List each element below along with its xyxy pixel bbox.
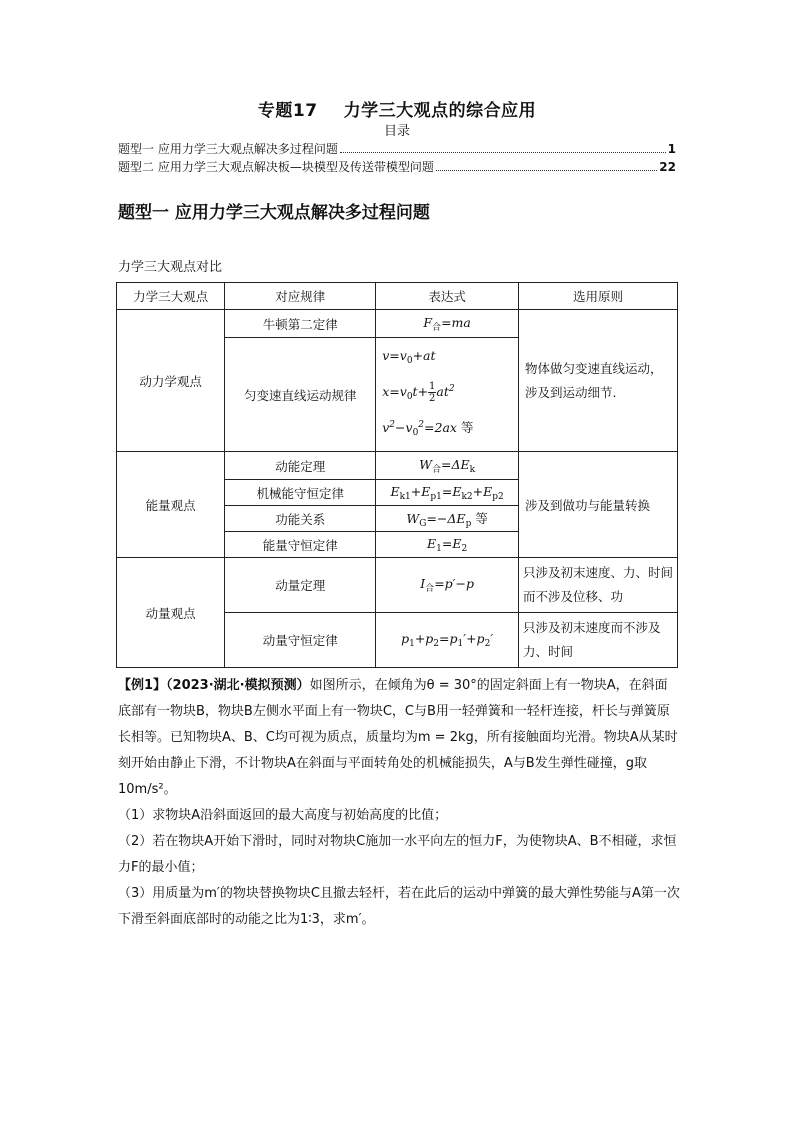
question-3: （3）用质量为m′的物块替换物块C且撤去轻杆，若在此后的运动中弹簧的最大弹性势能与A第一次下滑至斜面底部时的动能之比为1∶3，求m′。 — [118, 886, 680, 927]
law-cell: 动量定理 — [225, 558, 376, 613]
view-cell: 动力学观点 — [117, 310, 225, 452]
formula-newton: $F_合=ma$ — [376, 310, 519, 338]
law-cell: 机械能守恒定律 — [225, 480, 376, 506]
toc-item-label: 题型一 应用力学三大观点解决多过程问题 — [118, 142, 338, 156]
title-text: 力学三大观点的综合应用 — [343, 101, 537, 121]
example-source: （2023·湖北·模拟预测） — [166, 678, 310, 693]
example-tag: 【例1】 — [118, 678, 167, 693]
law-cell: 匀变速直线运动规律 — [225, 338, 376, 452]
principle-cell: 只涉及初末速度、力、时间而不涉及位移、功 — [519, 558, 678, 613]
formula-suffix: 等 — [460, 420, 474, 435]
law-cell: 功能关系 — [225, 506, 376, 532]
formula-kinematics: $v=v_0+at$ $x=v_0t+$ $\frac{1}{2}$ $at^2$ $v^2-v_0^2=2ax$ 等 — [376, 338, 519, 452]
header-cell: 对应规律 — [225, 283, 376, 310]
table-row — [117, 558, 678, 613]
law-cell: 牛顿第二定律 — [225, 310, 376, 338]
formula-suffix: 等 — [475, 510, 488, 526]
law-cell: 动量守恒定律 — [225, 613, 376, 668]
principle-cell: 只涉及初末速度而不涉及力、时间 — [519, 613, 678, 668]
toc-item-page: 1 — [667, 142, 676, 156]
formula-work-relation: $W_G=-\Delta E_p$ 等 — [376, 506, 519, 532]
header-cell: 表达式 — [376, 283, 519, 310]
section-heading: 题型一 应用力学三大观点解决多过程问题 — [118, 203, 430, 223]
example-intro — [118, 673, 680, 803]
toc-item[interactable] — [118, 140, 676, 157]
toc-heading: 目录 — [383, 124, 410, 139]
view-cell: 动量观点 — [117, 558, 225, 668]
header-cell: 选用原则 — [519, 283, 678, 310]
formula-work-energy: $W_合=\Delta E_k$ — [376, 452, 519, 480]
formula-mech-energy: $E_{k1}+E_{p1}=E_{k2}+E_{p2}$ — [376, 480, 519, 506]
question-2: （2）若在物块A开始下滑时，同时对物块C施加一水平向左的恒力F，为使物块A、B不相碰，求恒力F的最小值； — [118, 834, 677, 875]
formula-energy-conservation: $E_1=E_2$ — [376, 532, 519, 558]
principle-cell: 涉及到做功与能量转换 — [519, 452, 678, 558]
document-title — [0, 96, 794, 121]
title-number: 专题17 — [257, 101, 318, 121]
toc-item-page: 22 — [659, 160, 676, 174]
toc-leader-dots — [340, 152, 666, 153]
principle-cell: 物体做匀变速直线运动，涉及到运动细节. — [519, 310, 678, 452]
toc-item[interactable] — [118, 158, 676, 175]
law-cell: 能量守恒定律 — [225, 532, 376, 558]
formula-impulse: $I_合=p'-p$ — [376, 558, 519, 613]
law-cell: 动能定理 — [225, 452, 376, 480]
view-cell: 能量观点 — [117, 452, 225, 558]
table-row — [117, 310, 678, 338]
table-header-row — [117, 283, 678, 310]
example-intro-text: 如图所示，在倾角为θ = 30°的固定斜面上有一物块A，在斜面底部有一物块B，物块B左侧水平面上有一物块C，C与B用一轻弹簧和一轻杆连接，杆长与弹簧原长相等。已知物块A、B、C均可视为质点，质量均为m = 2kg，所有接触面均光滑。物块A从某时刻开始由静止下滑，不计物块A在斜面与平面转角处的机械能损失，A与B发生弹性碰撞，g取10m/s²。 — [118, 678, 678, 797]
formula-momentum-conservation: $p_1+p_2=p_1'+p_2'$ — [376, 613, 519, 668]
question-1: （1）求物块A沿斜面返回的最大高度与初始高度的比值； — [118, 808, 448, 823]
toc-item-label: 题型二 应用力学三大观点解决板—块模型及传送带模型问题 — [118, 160, 434, 174]
toc-leader-dots — [436, 170, 657, 171]
header-cell: 力学三大观点 — [117, 283, 225, 310]
table-caption: 力学三大观点对比 — [118, 260, 223, 275]
example-problem — [118, 673, 680, 933]
comparison-table — [116, 282, 678, 668]
table-row — [117, 452, 678, 480]
